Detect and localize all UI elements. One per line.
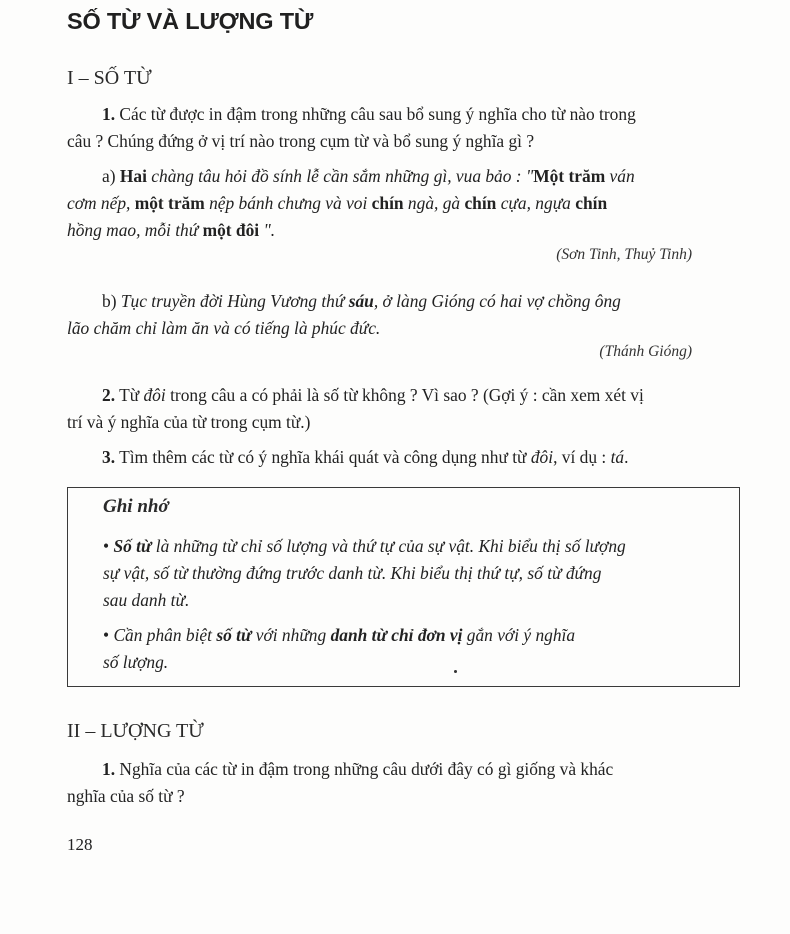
- bold-word: số từ: [216, 625, 252, 645]
- bold-word: chín: [464, 193, 497, 213]
- source-citation-a: (Sơn Tinh, Thuỷ Tinh): [556, 246, 692, 263]
- example-a-line-1: a) Hai chàng tâu hỏi đồ sính lễ cần sắm những gì, vua bảo : "Một trăm ván: [102, 166, 635, 186]
- section2-question-1-line-1: 1. Nghĩa của các từ in đậm trong những câu dưới đây có gì giống và khác: [102, 759, 614, 779]
- bold-word: Hai: [119, 166, 147, 186]
- question-number: 1.: [102, 104, 116, 124]
- speck: [454, 670, 457, 673]
- section-heading-luong-tu: II – LƯỢNG TỪ: [67, 720, 204, 742]
- bold-word: Một trăm: [533, 166, 606, 186]
- example-b-line-1: b) Tục truyền đời Hùng Vương thứ sáu, ở làng Gióng có hai vợ chồng ông: [102, 291, 621, 311]
- note-bullet-1-line-1: • Số từ là những từ chỉ số lượng và thứ tự của sự vật. Khi biểu thị số lượng: [103, 536, 626, 556]
- page-title: SỐ TỪ VÀ LƯỢNG TỪ: [67, 8, 314, 34]
- bullet-icon: •: [103, 536, 110, 556]
- example-b-line-2: lão chăm chỉ làm ăn và có tiếng là phúc đức.: [67, 318, 381, 338]
- note-heading: Ghi nhớ: [103, 496, 169, 517]
- question-2-line-2: trí và ý nghĩa của từ trong cụm từ.): [67, 412, 311, 432]
- example-a-line-2: cơm nếp, một trăm nệp bánh chưng và voi chín ngà, gà chín cựa, ngựa chín: [67, 193, 608, 213]
- bullet-icon: •: [103, 625, 110, 645]
- bold-word: chín: [371, 193, 404, 213]
- question-2-line-1: 2. Từ đôi trong câu a có phải là số từ không ? Vì sao ? (Gợi ý : cần xem xét vị: [102, 385, 644, 405]
- note-bullet-1-line-3: sau danh từ.: [103, 590, 190, 610]
- source-citation-b: (Thánh Gióng): [599, 343, 692, 360]
- note-bullet-1-line-2: sự vật, số từ thường đứng trước danh từ. Khi biểu thị thứ tự, số từ đứng: [103, 563, 602, 583]
- bold-word: một trăm: [134, 193, 205, 213]
- question-3: 3. Tìm thêm các từ có ý nghĩa khái quát và công dụng như từ đôi, ví dụ : tá.: [102, 447, 629, 467]
- section2-question-1-line-2: nghĩa của số từ ?: [67, 786, 185, 806]
- example-a-line-3: hồng mao, mỗi thứ một đôi ".: [67, 220, 276, 240]
- note-bullet-2-line-2: số lượng.: [103, 652, 169, 672]
- bold-word: một đôi: [202, 220, 260, 240]
- question-1-line-1: 1. Các từ được in đậm trong những câu sau bổ sung ý nghĩa cho từ nào trong: [102, 104, 636, 124]
- bold-word: danh từ chỉ đơn vị: [330, 625, 463, 645]
- page-number: 128: [67, 835, 93, 854]
- bold-word: sáu: [348, 291, 374, 311]
- section-heading-so-tu: I – SỐ TỪ: [67, 67, 152, 89]
- question-1-line-2: câu ? Chúng đứng ở vị trí nào trong cụm từ và bổ sung ý nghĩa gì ?: [67, 131, 535, 151]
- bold-word: chín: [575, 193, 608, 213]
- note-bullet-2-line-1: • Cần phân biệt số từ với những danh từ chỉ đơn vị gắn với ý nghĩa: [103, 625, 576, 645]
- bold-word: Số từ: [113, 536, 152, 556]
